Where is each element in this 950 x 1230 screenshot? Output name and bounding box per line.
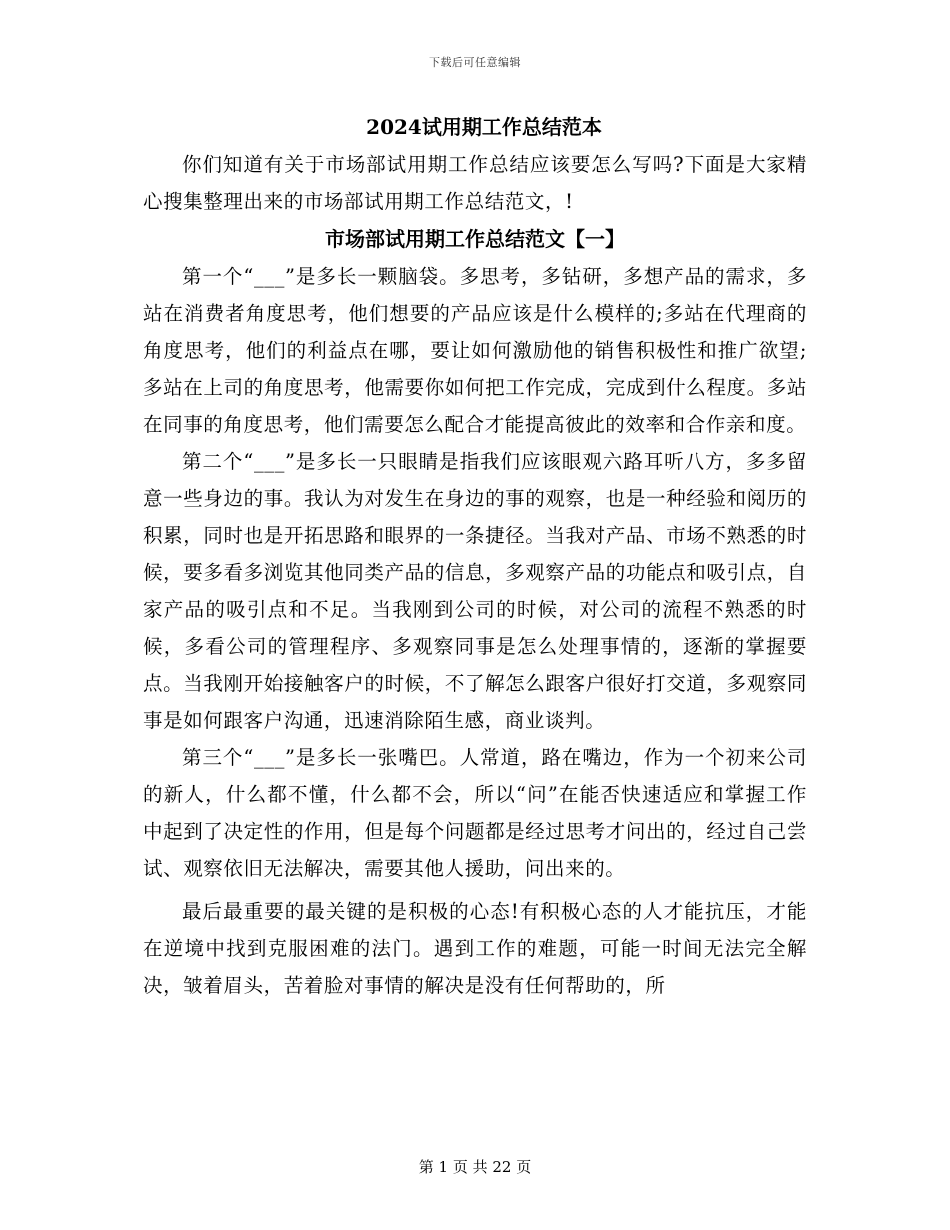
- page-footer: 第 1 页 共 22 页: [418, 1158, 532, 1176]
- section-title: 市场部试用期工作总结范文【一】: [325, 227, 625, 251]
- header-note: 下载后可任意编辑: [429, 56, 521, 69]
- intro-paragraph: 你们知道有关于市场部试用期工作总结应该要怎么写吗?下面是大家精心搜集整理出来的市场部试用期工作总结范文，!: [143, 153, 807, 213]
- body-paragraph-4: 最后最重要的最关键的是积极的心态!有积极心态的人才能抗压，才能在逆境中找到克服困难的法门。遇到工作的难题，可能一时间无法完全解决，皱着眉头，苦着脸对事情的解决是没有任何帮助的，所: [143, 900, 807, 997]
- body-paragraph-3: 第三个“___”是多长一张嘴巴。人常道，路在嘴边，作为一个初来公司的新人，什么都不懂，什么都不会，所以“问”在能否快速适应和掌握工作中起到了决定性的作用，但是每个问题都是经过思考才问出的，经过自己尝试、观察依旧无法解决，需要其他人援助，问出来的。: [143, 746, 807, 880]
- document-title: 2024试用期工作总结范本: [366, 115, 602, 139]
- document-body: [143, 112, 807, 1004]
- body-paragraph-2: 第二个“___”是多长一只眼睛是指我们应该眼观六路耳听八方，多多留意一些身边的事。我认为对发生在身边的事的观察，也是一种经验和阅历的积累，同时也是开拓思路和眼界的一条捷径。当我对产品、市场不熟悉的时候，要多看多浏览其他同类产品的信息，多观察产品的功能点和吸引点，自家产品的吸引点和不足。当我刚到公司的时候，对公司的流程不熟悉的时候，多看公司的管理程序、多观察同事是怎么处理事情的，逐渐的掌握要点。当我刚开始接触客户的时候，不了解怎么跟客户很好打交道，多观察同事是如何跟客户沟通，迅速消除陌生感，商业谈判。: [143, 450, 807, 732]
- body-paragraph-1: 第一个“___”是多长一颗脑袋。多思考，多钻研，多想产品的需求，多站在消费者角度思考，他们想要的产品应该是什么模样的;多站在代理商的角度思考，他们的利益点在哪，要让如何激励他的销售积极性和推广欲望;多站在上司的角度思考，他需要你如何把工作完成，完成到什么程度。多站在同事的角度思考，他们需要怎么配合才能提高彼此的效率和合作亲和度。: [143, 265, 807, 436]
